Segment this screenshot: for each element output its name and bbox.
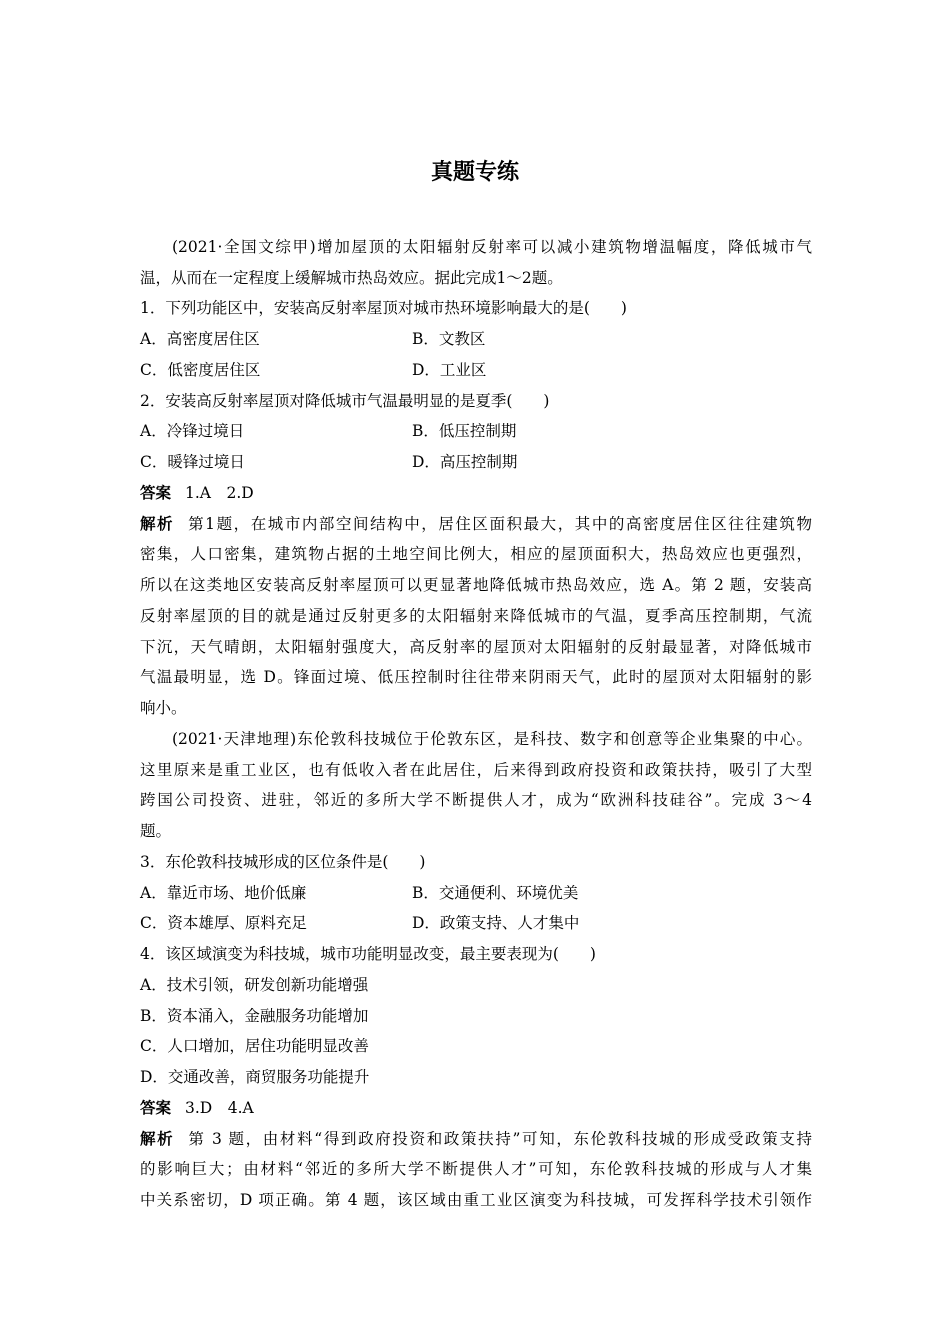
option-c: C．资本雄厚、原料充足 — [140, 914, 307, 932]
analysis-text: 第1题，在城市内部空间结构中，居住区面积最大，其中的高密度居住区往往建筑物 — [188, 515, 812, 533]
passage-2-line: 跨国公司投资、进驻，邻近的多所大学不断提供人才，成为“欧洲科技硅谷”。完成 3～4 — [140, 791, 812, 809]
option-d: D．工业区 — [412, 361, 487, 379]
question-2-options-row — [140, 451, 812, 473]
question-3-options-row — [140, 912, 812, 934]
question-3-stem: 3．东伦敦科技城形成的区位条件是( ) — [140, 853, 426, 871]
option-c: C．暖锋过境日 — [140, 453, 245, 471]
option-d: D．政策支持、人才集中 — [412, 914, 580, 932]
option-a: A．冷锋过境日 — [140, 422, 245, 440]
option-a: A．高密度居住区 — [140, 330, 260, 348]
analysis-label: 解析 — [140, 1129, 175, 1148]
analysis-text: 第 3 题，由材料“得到政府投资和政策扶持”可知，东伦敦科技城的形成受政策支持 — [188, 1130, 812, 1148]
option-a: A．靠近市场、地价低廉 — [140, 884, 307, 902]
option-d: D．交通改善，商贸服务功能提升 — [140, 1068, 370, 1086]
option-a: A．技术引领，研发创新功能增强 — [140, 976, 369, 994]
passage-1-line: 温，从而在一定程度上缓解城市热岛效应。据此完成1～2题。 — [140, 269, 563, 287]
option-c: C．人口增加，居住功能明显改善 — [140, 1037, 369, 1055]
option-d: D．高压控制期 — [412, 453, 518, 471]
passage-1-line: (2021·全国文综甲)增加屋顶的太阳辐射反射率可以减小建筑物增温幅度，降低城市气 — [172, 238, 812, 256]
analysis-1-line: 所以在这类地区安装高反射率屋顶可以更显著地降低城市热岛效应，选 A。第 2 题，安装高 — [140, 576, 812, 594]
answer-text: 3.D 4.A — [185, 1099, 254, 1117]
question-1-options-row — [140, 328, 812, 350]
passage-2-line: 题。 — [140, 822, 172, 840]
answer-text: 1.A 2.D — [185, 484, 254, 502]
answer-label: 答案 — [140, 1098, 172, 1117]
analysis-2-line — [140, 1128, 812, 1150]
analysis-2-line: 的影响巨大；由材料“邻近的多所大学不断提供人才”可知，东伦敦科技城的形成与人才集 — [140, 1160, 812, 1178]
analysis-1-line: 响小。 — [140, 699, 187, 717]
passage-2-line: (2021·天津地理)东伦敦科技城位于伦敦东区，是科技、数字和创意等企业集聚的中心。 — [172, 730, 812, 748]
answer-2 — [140, 1097, 812, 1119]
question-4-stem: 4．该区域演变为科技城，城市功能明显改变，最主要表现为( ) — [140, 945, 596, 963]
answer-label: 答案 — [140, 483, 172, 502]
analysis-1-line — [140, 513, 812, 535]
option-b: B．文教区 — [412, 330, 486, 348]
option-c: C．低密度居住区 — [140, 361, 261, 379]
analysis-2-line: 中关系密切，D 项正确。第 4 题，该区域由重工业区演变为科技城，可发挥科学技术引领作 — [140, 1191, 812, 1209]
option-b: B．低压控制期 — [412, 422, 517, 440]
analysis-1-line: 反射率屋顶的目的就是通过反射更多的太阳辐射来降低城市的气温，夏季高压控制期，气流 — [140, 607, 812, 625]
passage-2-line: 这里原来是重工业区，也有低收入者在此居住，后来得到政府投资和政策扶持，吸引了大型 — [140, 761, 812, 779]
question-1-stem: 1．下列功能区中，安装高反射率屋顶对城市热环境影响最大的是( ) — [140, 299, 627, 317]
page-title: 真题专练 — [430, 159, 519, 185]
answer-1 — [140, 482, 812, 504]
analysis-label: 解析 — [140, 514, 175, 533]
question-2-options-row — [140, 420, 812, 442]
analysis-1-line: 气温最明显，选 D。锋面过境、低压控制时往往带来阴雨天气，此时的屋顶对太阳辐射的影 — [140, 668, 812, 686]
analysis-1-line: 密集，人口密集，建筑物占据的土地空间比例大，相应的屋顶面积大，热岛效应也更强烈， — [140, 545, 812, 563]
question-3-options-row — [140, 882, 812, 904]
analysis-1-line: 下沉，天气晴朗，太阳辐射强度大，高反射率的屋顶对太阳辐射的反射最显著，对降低城市 — [140, 638, 812, 656]
question-1-options-row — [140, 359, 812, 381]
option-b: B．资本涌入，金融服务功能增加 — [140, 1007, 369, 1025]
option-b: B．交通便利、环境优美 — [412, 884, 579, 902]
question-2-stem: 2．安装高反射率屋顶对降低城市气温最明显的是夏季( ) — [140, 392, 550, 410]
